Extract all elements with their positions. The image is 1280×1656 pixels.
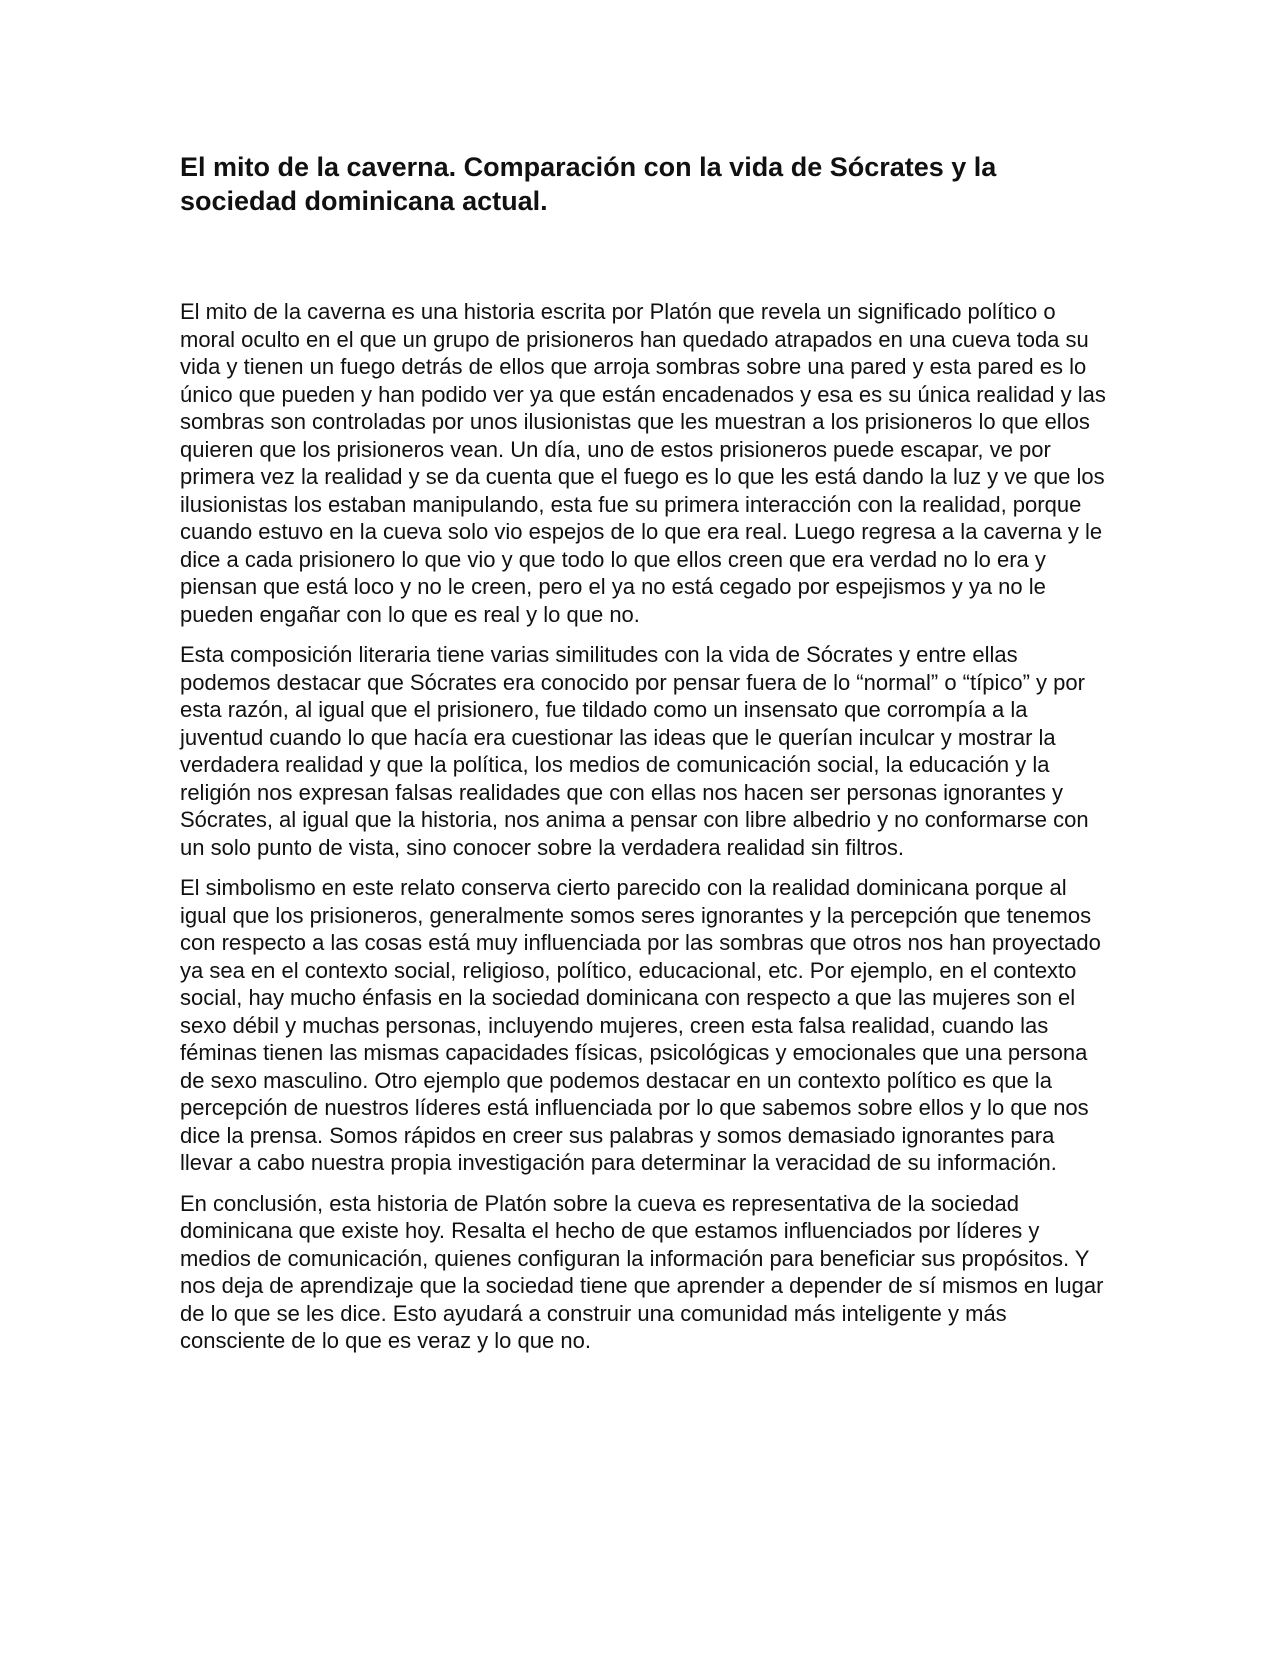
paragraph-2: Esta composición literaria tiene varias similitudes con la vida de Sócrates y entre ellas podemos destacar que Sócrates era conocido por pensar fuera de lo “normal” o “típico” y por esta razón, al igual que el prisionero, fue tildado como un insensato que corrompía a la juventud cuando lo que hacía era cuestionar las ideas que le querían inculcar y mostrar la verdadera realidad y que la política, los medios de comunicación social, la educación y la religión nos expresan falsas realidades que con ellas nos hacen ser personas ignorantes y Sócrates, al igual que la historia, nos anima a pensar con libre albedrio y no conformarse con un solo punto de vista, sino conocer sobre la verdadera realidad sin filtros.: [180, 642, 1089, 860]
paragraph-1: El mito de la caverna es una historia escrita por Platón que revela un significado político o moral oculto en el que un grupo de prisioneros han quedado atrapados en una cueva toda su vida y tienen un fuego detrás de ellos que arroja sombras sobre una pared y esta pared es lo único que pueden y han podido ver ya que están encadenados y esa es su única realidad y las sombras son controladas por unos ilusionistas que les muestran a los prisioneros lo que ellos quieren que los prisioneros vean. Un día, uno de estos prisioneros puede escapar, ve por primera vez la realidad y se da cuenta que el fuego es lo que les está dando la luz y ve que los ilusionistas los estaban manipulando, esta fue su primera interacción con la realidad, porque cuando estuvo en la cueva solo vio espejos de lo que era real. Luego regresa a la caverna y le dice a cada prisionero lo que vio y que todo lo que ellos creen que era verdad no lo era y piensan que está loco y no le creen, pero el ya no está cegado por espejismos y ya no le pueden engañar con lo que es real y lo que no.: [180, 299, 1106, 627]
document-body: [180, 298, 1110, 1355]
document-title: El mito de la caverna. Comparación con la vida de Sócrates y la sociedad dominicana actual.: [180, 152, 997, 216]
paragraph-4: En conclusión, esta historia de Platón sobre la cueva es representativa de la sociedad dominicana que existe hoy. Resalta el hecho de que estamos influenciados por líderes y medios de comunicación, quienes configuran la información para beneficiar sus propósitos. Y nos deja de aprendizaje que la sociedad tiene que aprender a depender de sí mismos en lugar de lo que se les dice. Esto ayudará a construir una comunidad más inteligente y más consciente de lo que es veraz y lo que no.: [180, 1190, 1104, 1353]
paragraph-3: El simbolismo en este relato conserva cierto parecido con la realidad dominicana porque al igual que los prisioneros, generalmente somos seres ignorantes y la percepción que tenemos con respecto a las cosas está muy influenciada por las sombras que otros nos han proyectado ya sea en el contexto social, religioso, político, educacional, etc. Por ejemplo, en el contexto social, hay mucho énfasis en la sociedad dominicana con respecto a que las mujeres son el sexo débil y muchas personas, incluyendo mujeres, creen esta falsa realidad, cuando las féminas tienen las mismas capacidades físicas, psicológicas y emocionales que una persona de sexo masculino. Otro ejemplo que podemos destacar en un contexto político es que la percepción de nuestros líderes está influenciada por lo que sabemos sobre ellos y lo que nos dice la prensa. Somos rápidos en creer sus palabras y somos demasiado ignorantes para llevar a cabo nuestra propia investigación para determinar la veracidad de su información.: [180, 875, 1101, 1175]
document-content: [180, 150, 1110, 1368]
